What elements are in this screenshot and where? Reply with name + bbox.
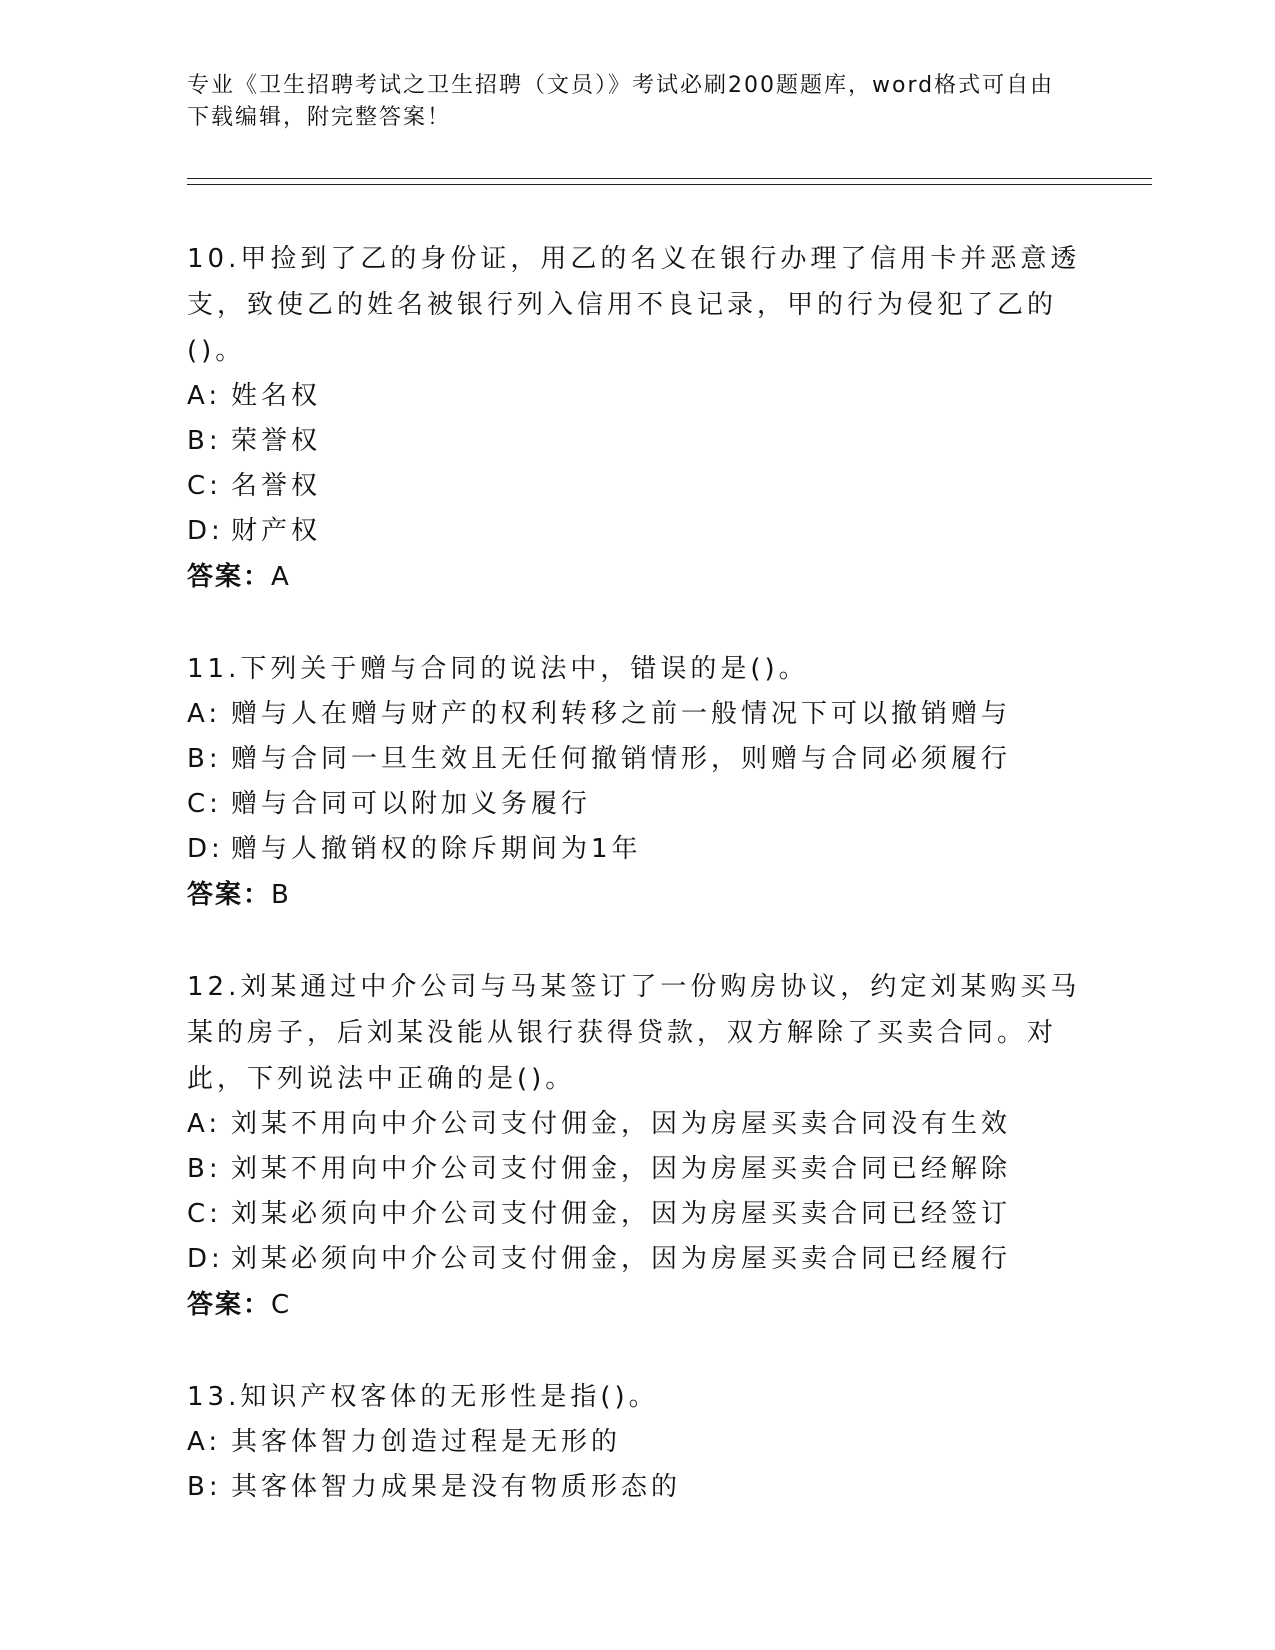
option-text: 赠与人撤销权的除斥期间为1年 — [231, 834, 642, 864]
answer-line — [187, 872, 1087, 918]
option-key: D: — [187, 834, 224, 864]
question-stem: 13.知识产权客体的无形性是指()。 — [187, 1382, 659, 1412]
option-d — [187, 827, 1087, 872]
option-key: A: — [187, 381, 222, 411]
answer-value: B — [271, 880, 291, 910]
option-key: A: — [187, 1427, 222, 1457]
option-text: 刘某不用向中介公司支付佣金，因为房屋买卖合同没有生效 — [231, 1109, 1012, 1139]
option-text: 刘某不用向中介公司支付佣金，因为房屋买卖合同已经解除 — [231, 1154, 1012, 1184]
option-key: D: — [187, 516, 224, 546]
answer-label: 答案： — [187, 880, 272, 910]
answer-value: A — [271, 562, 291, 592]
option-text: 荣誉权 — [231, 426, 322, 456]
answer-label: 答案： — [187, 562, 272, 592]
question-11 — [187, 646, 1087, 918]
option-b — [187, 1465, 1087, 1510]
option-a — [187, 374, 1087, 419]
answer-label: 答案： — [187, 1290, 272, 1320]
option-key: C: — [187, 1199, 222, 1229]
option-a — [187, 1420, 1087, 1465]
option-key: D: — [187, 1244, 224, 1274]
option-c — [187, 464, 1087, 509]
question-12 — [187, 964, 1087, 1328]
option-text: 财产权 — [231, 516, 322, 546]
option-d — [187, 1237, 1087, 1282]
option-key: C: — [187, 789, 222, 819]
option-text: 其客体智力成果是没有物质形态的 — [231, 1472, 682, 1502]
option-text: 刘某必须向中介公司支付佣金，因为房屋买卖合同已经签订 — [231, 1199, 1012, 1229]
header-divider — [187, 178, 1152, 185]
option-c — [187, 782, 1087, 827]
option-text: 姓名权 — [231, 381, 322, 411]
option-text: 赠与人在赠与财产的权利转移之前一般情况下可以撤销赠与 — [231, 699, 1012, 729]
option-b — [187, 737, 1087, 782]
option-key: B: — [187, 1472, 222, 1502]
option-a — [187, 1102, 1087, 1147]
document-header: 专业《卫生招聘考试之卫生招聘（文员）》考试必刷200题题库，word格式可自由下载编辑，附完整答案！ — [187, 73, 1055, 130]
option-key: B: — [187, 426, 222, 456]
question-stem: 11.下列关于赠与合同的说法中，错误的是()。 — [187, 654, 809, 684]
answer-line — [187, 554, 1087, 600]
option-key: C: — [187, 471, 222, 501]
option-key: A: — [187, 1109, 222, 1139]
option-a — [187, 692, 1087, 737]
option-b — [187, 419, 1087, 464]
question-10 — [187, 236, 1087, 600]
option-text: 赠与合同一旦生效且无任何撤销情形，则赠与合同必须履行 — [231, 744, 1012, 774]
question-13 — [187, 1374, 1087, 1510]
option-text: 名誉权 — [231, 471, 322, 501]
answer-line — [187, 1282, 1087, 1328]
answer-value: C — [271, 1290, 292, 1320]
option-text: 赠与合同可以附加义务履行 — [231, 789, 592, 819]
option-key: B: — [187, 1154, 222, 1184]
option-key: B: — [187, 744, 222, 774]
option-b — [187, 1147, 1087, 1192]
option-d — [187, 509, 1087, 554]
option-key: A: — [187, 699, 222, 729]
question-list — [187, 236, 1087, 1556]
option-c — [187, 1192, 1087, 1237]
option-text: 其客体智力创造过程是无形的 — [231, 1427, 622, 1457]
option-text: 刘某必须向中介公司支付佣金，因为房屋买卖合同已经履行 — [231, 1244, 1012, 1274]
question-stem: 10.甲捡到了乙的身份证，用乙的名义在银行办理了信用卡并恶意透支，致使乙的姓名被银行列入信用不良记录，甲的行为侵犯了乙的()。 — [187, 244, 1081, 366]
question-stem: 12.刘某通过中介公司与马某签订了一份购房协议，约定刘某购买马某的房子，后刘某没能从银行获得贷款，双方解除了买卖合同。对此，下列说法中正确的是()。 — [187, 972, 1081, 1094]
